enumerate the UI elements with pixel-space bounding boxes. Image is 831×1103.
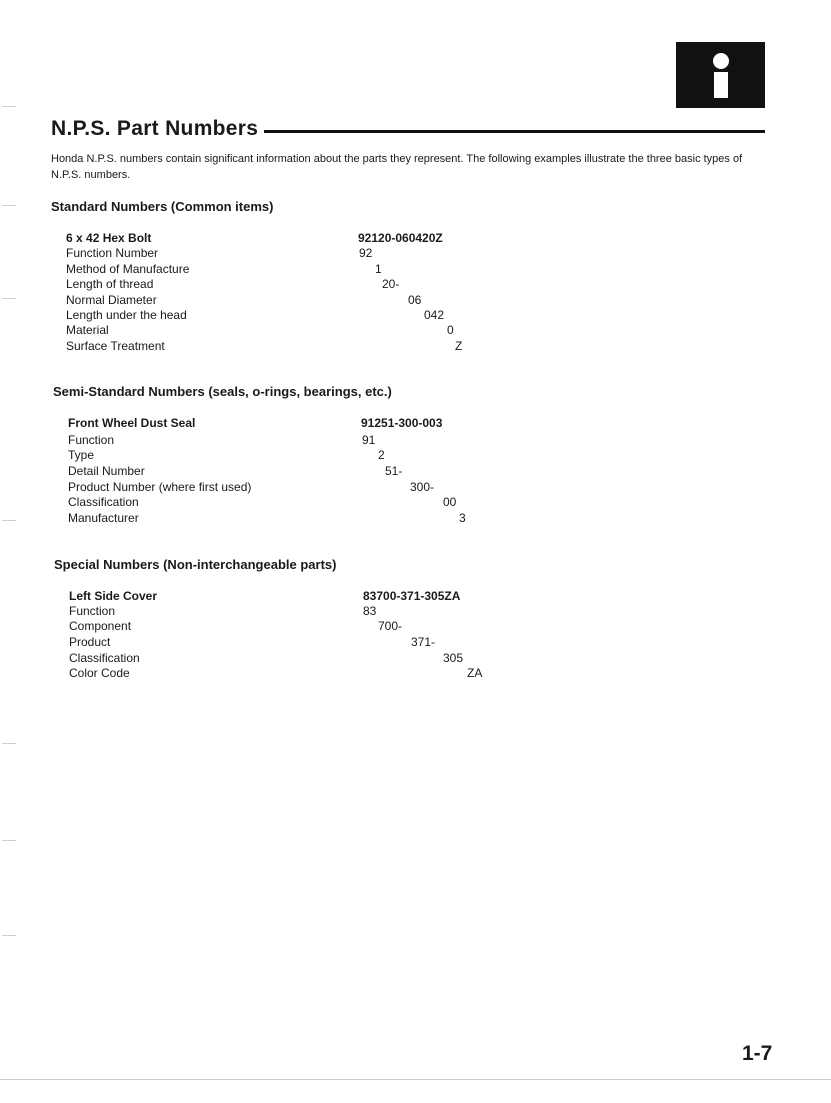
breakdown-label: Detail Number: [68, 464, 145, 478]
section-heading-semi-standard: Semi-Standard Numbers (seals, o-rings, bearings, etc.): [53, 384, 392, 399]
breakdown-code: 06: [408, 293, 422, 307]
intro-paragraph: Honda N.P.S. numbers contain significant information about the parts they represent. The following examples illustrate the three basic types of N.P.S. numbers.: [51, 153, 743, 181]
breakdown-code: ZA: [467, 666, 483, 680]
breakdown-label: Product Number (where first used): [68, 480, 252, 494]
breakdown-code: 042: [424, 308, 445, 322]
breakdown-label: Normal Diameter: [66, 293, 157, 307]
breakdown-label: Length under the head: [66, 308, 187, 322]
footer-rule: [0, 1079, 831, 1080]
margin-mark: [2, 106, 16, 107]
info-icon: [713, 53, 729, 69]
breakdown-code: 51-: [385, 464, 403, 478]
breakdown-code: 00: [443, 495, 457, 509]
breakdown-code: 83: [363, 604, 377, 618]
section-heading-special: Special Numbers (Non-interchangeable parts): [54, 557, 337, 572]
breakdown-code: 2: [378, 448, 385, 462]
breakdown-code: 20-: [382, 277, 400, 291]
breakdown-label: Length of thread: [66, 277, 154, 291]
breakdown-label: Function: [68, 433, 115, 447]
section-heading-standard: Standard Numbers (Common items): [51, 199, 274, 214]
breakdown-label: Component: [69, 619, 132, 633]
breakdown-code: 1: [375, 262, 382, 276]
breakdown-code: 92: [359, 246, 373, 260]
breakdown-code: 300-: [410, 480, 435, 494]
breakdown-label: Classification: [69, 651, 140, 665]
margin-mark: [2, 520, 16, 521]
margin-mark: [2, 298, 16, 299]
part-number: 83700-371-305ZA: [363, 589, 461, 603]
breakdown-label: Classification: [68, 495, 139, 509]
info-badge: [676, 42, 765, 108]
breakdown-code: 91: [362, 433, 376, 447]
part-label: Left Side Cover: [69, 589, 158, 603]
breakdown-code: 3: [459, 511, 466, 525]
part-number: 91251-300-003: [361, 416, 443, 430]
breakdown-label: Product: [69, 635, 111, 649]
breakdown-label: Function Number: [66, 246, 159, 260]
breakdown-label: Method of Manufacture: [66, 262, 190, 276]
breakdown-code: 700-: [378, 619, 403, 633]
breakdown-code: 0: [447, 323, 454, 337]
page-title: N.P.S. Part Numbers: [51, 117, 259, 140]
part-label: 6 x 42 Hex Bolt: [66, 231, 152, 245]
info-icon-stem: [714, 72, 728, 98]
page-number: 1-7: [742, 1042, 773, 1065]
breakdown-code: Z: [455, 339, 463, 353]
margin-mark: [2, 205, 16, 206]
breakdown-label: Function: [69, 604, 116, 618]
breakdown-label: Type: [68, 448, 95, 462]
breakdown-label: Color Code: [69, 666, 130, 680]
breakdown-label: Manufacturer: [68, 511, 139, 525]
part-number: 92120-060420Z: [358, 231, 443, 245]
title-rule: [264, 130, 765, 133]
breakdown-code: 371-: [411, 635, 436, 649]
margin-mark: [2, 743, 16, 744]
page-header: [51, 114, 765, 144]
margin-mark: [2, 935, 16, 936]
breakdown-label: Surface Treatment: [66, 339, 165, 353]
breakdown-label: Material: [66, 323, 109, 337]
breakdown-code: 305: [443, 651, 464, 665]
margin-mark: [2, 840, 16, 841]
part-label: Front Wheel Dust Seal: [68, 416, 196, 430]
